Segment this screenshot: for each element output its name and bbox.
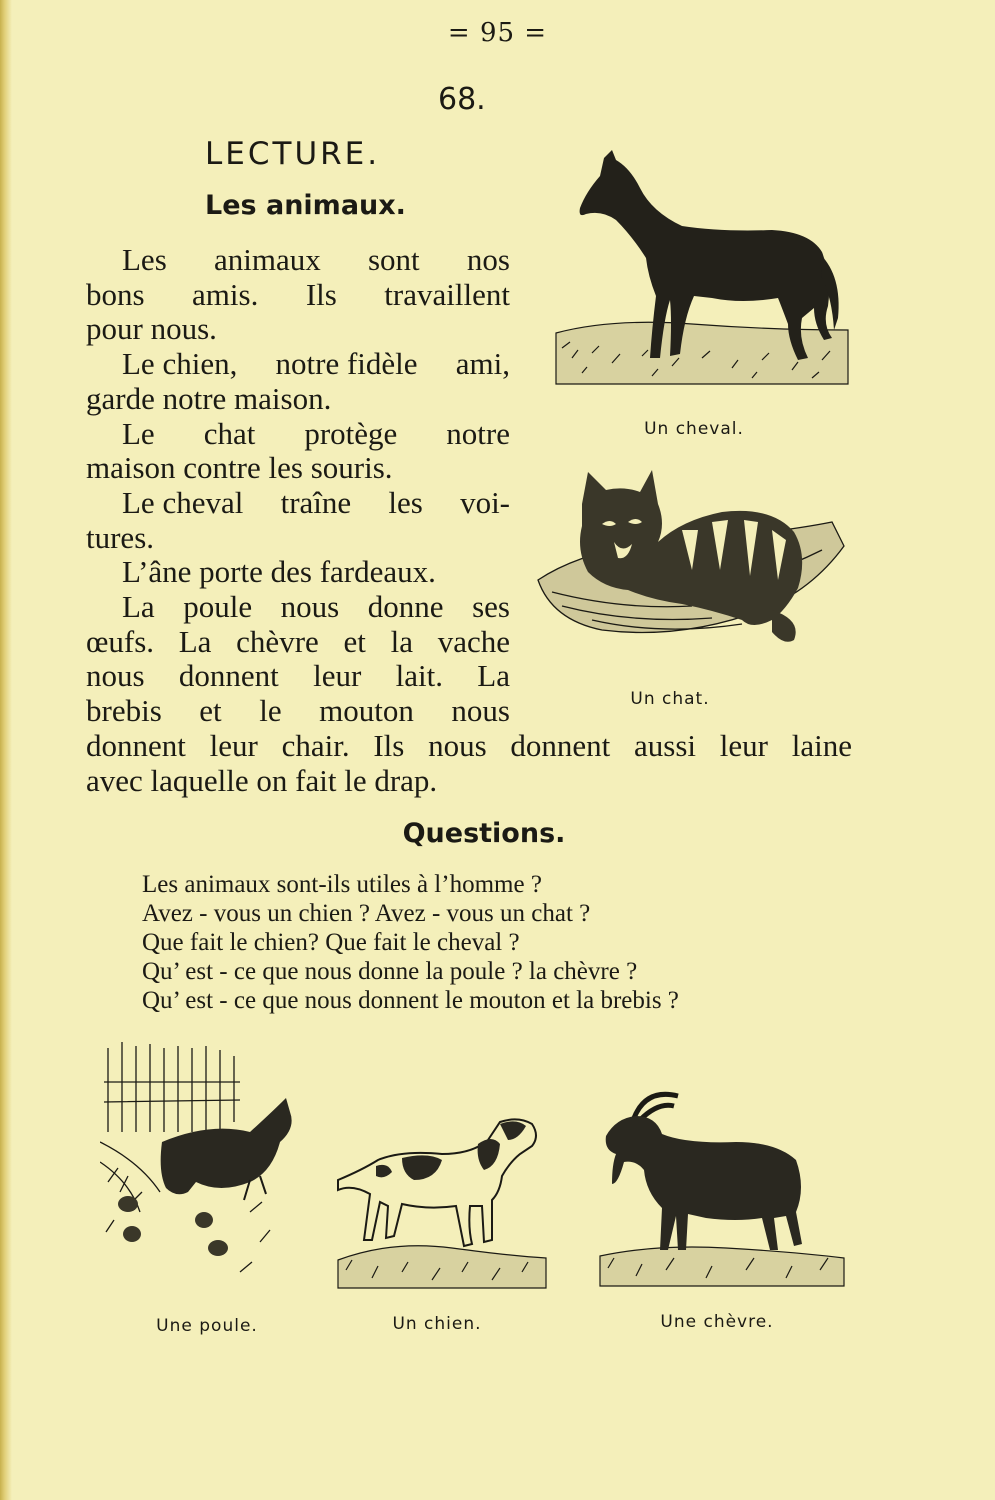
reading-line: L’âne porte des fardeaux. bbox=[122, 554, 436, 590]
reading-line bbox=[122, 417, 510, 452]
word: et bbox=[199, 693, 222, 729]
lesson-number: 68. bbox=[438, 82, 486, 117]
word: La bbox=[178, 623, 212, 659]
word: donnent bbox=[178, 658, 279, 694]
goat-illustration bbox=[596, 1088, 846, 1288]
reading-line bbox=[86, 729, 852, 764]
cat-illustration bbox=[532, 460, 852, 660]
word: les bbox=[388, 484, 423, 520]
word: Ils bbox=[373, 727, 405, 763]
reading-line bbox=[122, 347, 510, 382]
reading-line: maison contre les souris. bbox=[86, 450, 393, 486]
word: aussi bbox=[634, 727, 697, 763]
word: nous bbox=[428, 727, 487, 763]
word: Les bbox=[122, 242, 167, 277]
word: Ils bbox=[305, 276, 337, 312]
word: traîne bbox=[280, 484, 352, 520]
reading-line bbox=[122, 486, 510, 521]
word: travaillent bbox=[384, 276, 510, 312]
page-number: = 95 = bbox=[447, 18, 548, 48]
word: notre bbox=[446, 415, 510, 451]
reading-line bbox=[122, 243, 510, 278]
word: donnent bbox=[510, 727, 611, 763]
question-item: Avez - vous un chien ? Avez - vous un chat ? bbox=[142, 900, 591, 927]
dog-illustration bbox=[332, 1110, 552, 1290]
hen-illustration bbox=[100, 1042, 300, 1292]
reading-line bbox=[86, 694, 510, 729]
reading-line: garde notre maison. bbox=[86, 380, 332, 416]
word: laine bbox=[791, 727, 852, 763]
word: et bbox=[343, 623, 366, 659]
word: donnent bbox=[86, 727, 186, 763]
question-item: Les animaux sont-ils utiles à l’homme ? bbox=[142, 871, 542, 898]
reading-line bbox=[86, 278, 510, 313]
word: Le cheval bbox=[122, 484, 244, 520]
word: nos bbox=[466, 242, 510, 277]
horse-icon bbox=[552, 148, 852, 388]
word: chat bbox=[203, 415, 256, 451]
word: sont bbox=[367, 242, 420, 277]
reading-line bbox=[86, 625, 510, 660]
word: Le bbox=[122, 415, 155, 451]
horse-illustration bbox=[552, 148, 852, 388]
reading-line bbox=[86, 659, 510, 694]
word: protège bbox=[304, 415, 398, 451]
cat-caption: Un chat. bbox=[630, 689, 710, 709]
word: leur bbox=[313, 658, 362, 694]
word: brebis bbox=[86, 693, 162, 729]
word: vache bbox=[437, 623, 510, 659]
word: animaux bbox=[214, 242, 321, 277]
word: chair. bbox=[281, 727, 350, 763]
dog-icon bbox=[332, 1110, 552, 1290]
goat-caption: Une chèvre. bbox=[660, 1312, 774, 1332]
dog-caption: Un chien. bbox=[392, 1314, 482, 1334]
reading-line bbox=[122, 590, 510, 625]
word: la bbox=[390, 623, 413, 659]
question-item: Qu’ est - ce que nous donne la poule ? la chèvre ? bbox=[142, 958, 638, 985]
hen-caption: Une poule. bbox=[156, 1316, 258, 1336]
word: nous bbox=[451, 693, 510, 729]
word: voi- bbox=[460, 484, 510, 520]
reading-line: tures. bbox=[86, 519, 155, 555]
word: Le chien, bbox=[122, 346, 238, 382]
word: ami, bbox=[455, 346, 510, 382]
reading-line: avec laquelle on fait le drap. bbox=[86, 762, 438, 798]
section-subtitle: Les animaux. bbox=[205, 190, 406, 221]
word: La bbox=[122, 589, 155, 625]
goat-icon bbox=[596, 1088, 846, 1288]
section-title: LECTURE. bbox=[205, 136, 381, 172]
questions-list bbox=[142, 870, 679, 1015]
word: mouton bbox=[319, 693, 414, 729]
word: notre fidèle bbox=[275, 346, 418, 382]
horse-caption: Un cheval. bbox=[644, 419, 744, 439]
word: œufs. bbox=[86, 623, 155, 659]
question-item: Que fait le chien? Que fait le cheval ? bbox=[142, 929, 520, 956]
questions-title: Questions. bbox=[402, 818, 566, 849]
question-item: Qu’ est - ce que nous donnent le mouton et la brebis ? bbox=[142, 987, 679, 1014]
word: ses bbox=[472, 589, 510, 625]
word: lait. bbox=[395, 658, 443, 694]
page-edge bbox=[0, 0, 12, 1500]
word: amis. bbox=[192, 276, 259, 312]
word: le bbox=[259, 693, 282, 729]
word: bons bbox=[86, 276, 145, 312]
cat-icon bbox=[532, 460, 852, 660]
word: poule bbox=[183, 589, 253, 625]
word: leur bbox=[209, 727, 258, 763]
word: chèvre bbox=[236, 623, 319, 659]
word: leur bbox=[719, 727, 768, 763]
reading-line: pour nous. bbox=[86, 311, 217, 347]
word: nous bbox=[86, 658, 145, 694]
hen-icon bbox=[100, 1042, 300, 1292]
word: donne bbox=[367, 589, 444, 625]
word: nous bbox=[280, 589, 340, 625]
word: La bbox=[477, 658, 510, 694]
